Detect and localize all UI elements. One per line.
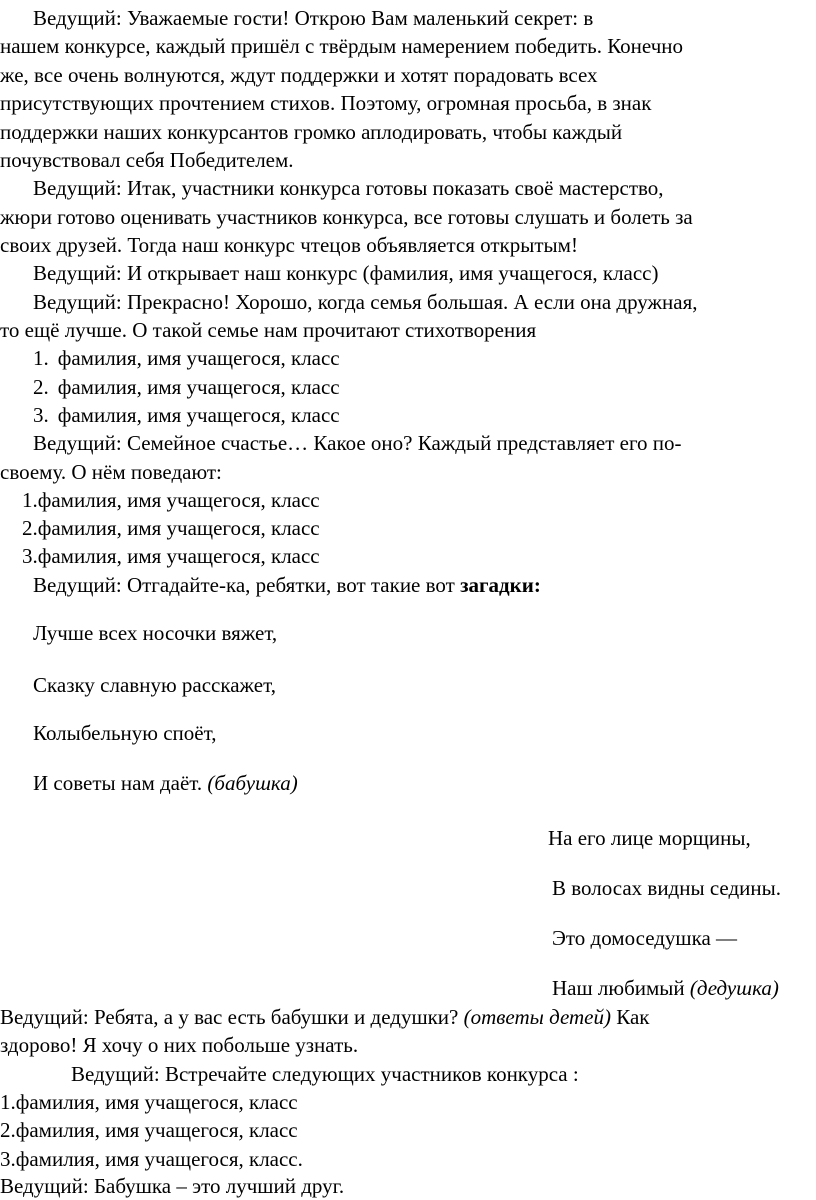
paragraph-line: здорово! Я хочу о них побольше узнать. xyxy=(0,1033,359,1057)
paragraph-line: своих друзей. Тогда наш конкурс чтецов объявляется открытым! xyxy=(0,233,578,257)
paragraph-line: Ведущий: Семейное счастье… Какое оно? Каждый представляет его по- xyxy=(33,431,682,455)
list-item: 3.фамилия, имя учащегося, класс. xyxy=(0,1147,303,1171)
paragraph-line: почувствовал себя Победителем. xyxy=(0,148,294,172)
paragraph-line: нашем конкурсе, каждый пришёл с твёрдым намерением победить. Конечно xyxy=(0,34,683,58)
list-item-text: фамилия, имя учащегося, класс xyxy=(57,375,340,399)
paragraph-line: присутствующих прочтением стихов. Поэтому, огромная просьба, в знак xyxy=(0,91,652,115)
list-item-number: 3. xyxy=(33,403,49,427)
paragraph-italic: (ответы детей) xyxy=(463,1005,611,1029)
riddles-intro-text: Ведущий: Отгадайте-ка, ребятки, вот такие вот xyxy=(33,573,461,597)
riddle-line-text: Наш любимый xyxy=(552,976,690,1000)
paragraph-line: поддержки наших конкурсантов громко аплодировать, чтобы каждый xyxy=(0,120,623,144)
list-item: 2.фамилия, имя учащегося, класс xyxy=(0,1118,298,1142)
list-item-number: 2. xyxy=(33,375,49,399)
list-item-number: 1. xyxy=(33,346,49,370)
list-item: 1.фамилия, имя учащегося, класс xyxy=(0,1090,298,1114)
list-item-text: фамилия, имя учащегося, класс xyxy=(57,346,340,370)
riddle-line: В волосах видны седины. xyxy=(552,876,781,900)
paragraph-line: Ведущий: И открывает наш конкурс (фамилия, имя учащегося, класс) xyxy=(33,261,659,285)
list-item: 3.фамилия, имя учащегося, класс xyxy=(22,544,320,568)
riddle-line xyxy=(552,975,779,1001)
riddle-line: Колыбельную споёт, xyxy=(33,721,217,745)
riddles-intro-bold: загадки: xyxy=(460,573,541,597)
paragraph-line xyxy=(0,1004,650,1030)
paragraph-line: жюри готово оценивать участников конкурса, все готовы слушать и болеть за xyxy=(0,205,693,229)
riddle-line: Это домоседушка — xyxy=(552,926,738,950)
riddle-line xyxy=(33,770,298,796)
riddle-line-text: И советы нам даёт. xyxy=(33,771,208,795)
paragraph-line: то ещё лучше. О такой семье нам прочитают стихотворения xyxy=(0,318,537,342)
list-item xyxy=(33,402,340,428)
list-item xyxy=(33,345,340,371)
riddle-line: Сказку славную расскажет, xyxy=(33,673,276,697)
paragraph-line: же, все очень волнуются, ждут поддержки и хотят порадовать всех xyxy=(0,63,598,87)
riddles-intro xyxy=(33,572,541,598)
paragraph-line: Ведущий: Встречайте следующих участников конкурса : xyxy=(71,1062,579,1086)
paragraph-line: Ведущий: Бабушка – это лучший друг. xyxy=(0,1174,345,1198)
list-item xyxy=(33,374,340,400)
riddle-answer: (дедушка) xyxy=(689,976,779,1000)
riddle-line: Лучше всех носочки вяжет, xyxy=(33,621,278,645)
paragraph-text: Как xyxy=(610,1005,650,1029)
paragraph-line: Ведущий: Прекрасно! Хорошо, когда семья большая. А если она дружная, xyxy=(33,290,698,314)
list-item: 2.фамилия, имя учащегося, класс xyxy=(22,516,320,540)
paragraph-line: Ведущий: Уважаемые гости! Открою Вам маленький секрет: в xyxy=(33,6,594,30)
riddle-line: На его лице морщины, xyxy=(548,826,751,850)
list-item-text: фамилия, имя учащегося, класс xyxy=(57,403,340,427)
list-item: 1.фамилия, имя учащегося, класс xyxy=(22,488,320,512)
paragraph-line: Ведущий: Итак, участники конкурса готовы показать своё мастерство, xyxy=(33,176,664,200)
paragraph-line: своему. О нём поведают: xyxy=(0,460,222,484)
paragraph-text: Ведущий: Ребята, а у вас есть бабушки и дедушки? xyxy=(0,1005,464,1029)
riddle-answer: (бабушка) xyxy=(207,771,298,795)
